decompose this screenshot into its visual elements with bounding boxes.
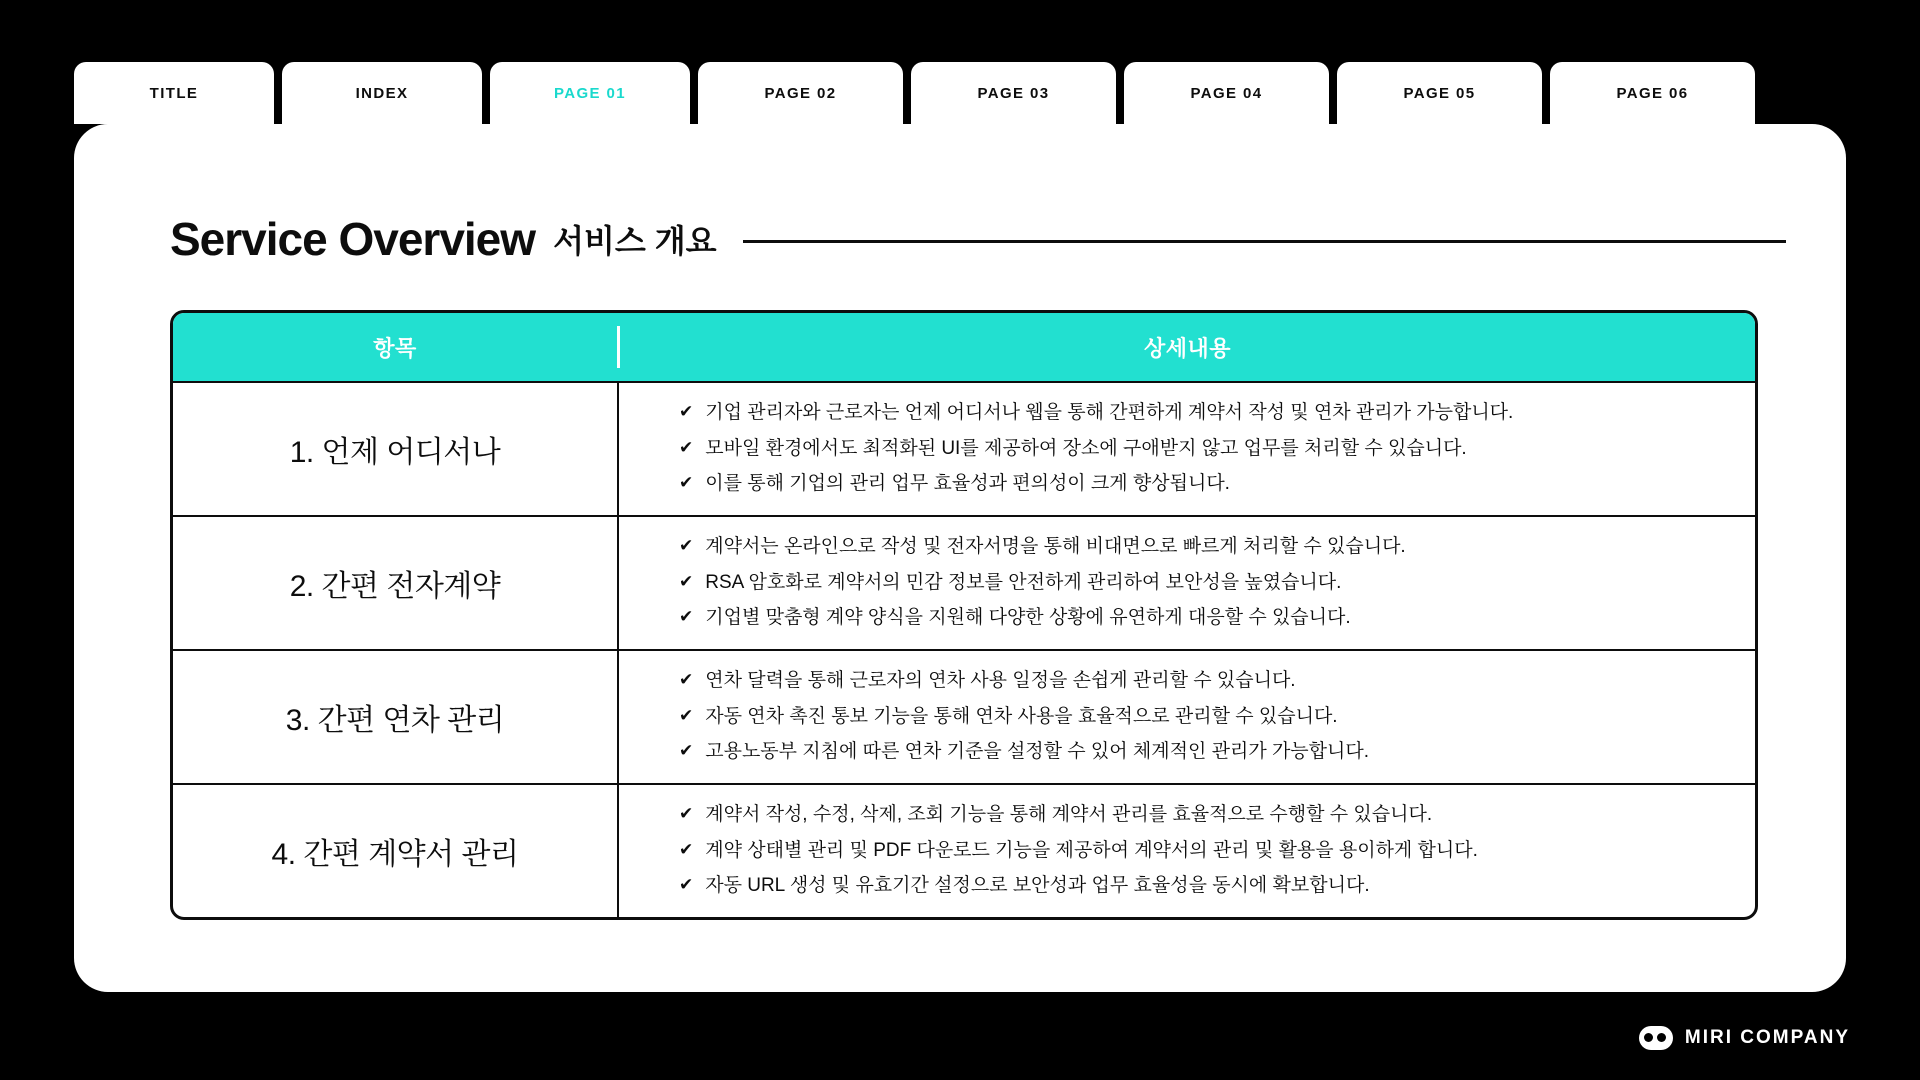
tab-title[interactable] — [74, 62, 274, 124]
tab-label: PAGE 04 — [1190, 84, 1263, 102]
list-item-text: 계약 상태별 관리 및 PDF 다운로드 기능을 제공하여 계약서의 관리 및 활용을 용이하게 합니다. — [705, 839, 1478, 861]
tab-label: PAGE 03 — [977, 84, 1050, 102]
check-icon: ✔ — [679, 875, 694, 895]
tab-label: PAGE 02 — [764, 84, 837, 102]
table-row — [173, 649, 1755, 783]
row-detail-list — [617, 517, 1755, 649]
page-tab-bar — [74, 62, 1755, 124]
list-item-text: 자동 URL 생성 및 유효기간 설정으로 보안성과 업무 효율성을 동시에 확보합니다. — [705, 875, 1370, 897]
tab-page-03[interactable] — [911, 62, 1116, 124]
list-item — [679, 571, 1731, 596]
tab-page-04[interactable] — [1124, 62, 1329, 124]
check-icon: ✔ — [679, 741, 694, 761]
list-item — [679, 472, 1731, 497]
row-item-label: 3. 간편 연차 관리 — [285, 704, 505, 737]
row-detail-list — [617, 785, 1755, 917]
miri-logo-icon — [1639, 1026, 1673, 1050]
column-header-item: 항목 — [373, 335, 417, 361]
check-icon: ✔ — [679, 803, 694, 823]
page-title-english: Service Overview — [170, 213, 536, 265]
check-icon: ✔ — [679, 401, 694, 421]
service-overview-table — [170, 310, 1758, 920]
brand-footer — [1639, 1026, 1850, 1050]
list-item — [679, 535, 1731, 560]
tab-page-05[interactable] — [1337, 62, 1542, 124]
tab-label: PAGE 05 — [1403, 84, 1476, 102]
tab-label: TITLE — [149, 84, 199, 102]
check-icon: ✔ — [679, 705, 694, 725]
table-row — [173, 783, 1755, 917]
table-row — [173, 515, 1755, 649]
check-icon: ✔ — [679, 669, 694, 689]
list-item — [679, 606, 1731, 631]
list-item-text: RSA 암호화로 계약서의 민감 정보를 안전하게 관리하여 보안성을 높였습니다. — [705, 571, 1342, 593]
list-item-text: 이를 통해 기업의 관리 업무 효율성과 편의성이 크게 향상됩니다. — [705, 473, 1230, 495]
list-item — [679, 437, 1731, 462]
list-item-text: 연차 달력을 통해 근로자의 연차 사용 일정을 손쉽게 관리할 수 있습니다. — [705, 669, 1296, 691]
list-item — [679, 669, 1731, 694]
list-item — [679, 401, 1731, 426]
table-row — [173, 381, 1755, 515]
list-item — [679, 874, 1731, 899]
check-icon: ✔ — [679, 839, 694, 859]
title-divider — [743, 240, 1786, 243]
check-icon: ✔ — [679, 607, 694, 627]
tab-page-06[interactable] — [1550, 62, 1755, 124]
list-item-text: 고용노동부 지침에 따른 연차 기준을 설정할 수 있어 체계적인 관리가 가능합니다. — [705, 741, 1370, 763]
brand-name: MIRI COMPANY — [1684, 1027, 1850, 1048]
page-title — [170, 212, 1786, 266]
list-item-text: 계약서는 온라인으로 작성 및 전자서명을 통해 비대면으로 빠르게 처리할 수 있습니다. — [705, 535, 1406, 557]
tab-label: PAGE 01 — [553, 84, 627, 102]
page-title-korean: 서비스 개요 — [553, 223, 717, 259]
row-detail-list — [617, 651, 1755, 783]
list-item-text: 기업 관리자와 근로자는 언제 어디서나 웹을 통해 간편하게 계약서 작성 및 연차 관리가 가능합니다. — [705, 401, 1514, 423]
tab-label: PAGE 06 — [1616, 84, 1689, 102]
list-item-text: 모바일 환경에서도 최적화된 UI를 제공하여 장소에 구애받지 않고 업무를 처리할 수 있습니다. — [705, 437, 1467, 459]
list-item — [679, 803, 1731, 828]
row-item-label: 4. 간편 계약서 관리 — [271, 838, 519, 871]
row-item-label: 2. 간편 전자계약 — [289, 570, 501, 603]
check-icon: ✔ — [679, 535, 694, 555]
tab-page-01[interactable] — [490, 62, 690, 124]
list-item — [679, 839, 1731, 864]
list-item-text: 기업별 맞춤형 계약 양식을 지원해 다양한 상황에 유연하게 대응할 수 있습니다. — [705, 607, 1351, 629]
list-item — [679, 740, 1731, 765]
check-icon: ✔ — [679, 571, 694, 591]
tab-page-02[interactable] — [698, 62, 903, 124]
row-detail-list — [617, 383, 1755, 515]
tab-label: INDEX — [355, 84, 409, 102]
check-icon: ✔ — [679, 437, 694, 457]
list-item-text: 계약서 작성, 수정, 삭제, 조회 기능을 통해 계약서 관리를 효율적으로 수행할 수 있습니다. — [705, 803, 1433, 825]
slide-card — [74, 124, 1846, 992]
column-header-detail: 상세내용 — [1143, 335, 1231, 361]
list-item — [679, 705, 1731, 730]
table-header-row — [173, 313, 1755, 381]
check-icon: ✔ — [679, 473, 694, 493]
tab-index[interactable] — [282, 62, 482, 124]
row-item-label: 1. 언제 어디서나 — [289, 436, 501, 469]
list-item-text: 자동 연차 촉진 통보 기능을 통해 연차 사용을 효율적으로 관리할 수 있습니다. — [705, 705, 1338, 727]
